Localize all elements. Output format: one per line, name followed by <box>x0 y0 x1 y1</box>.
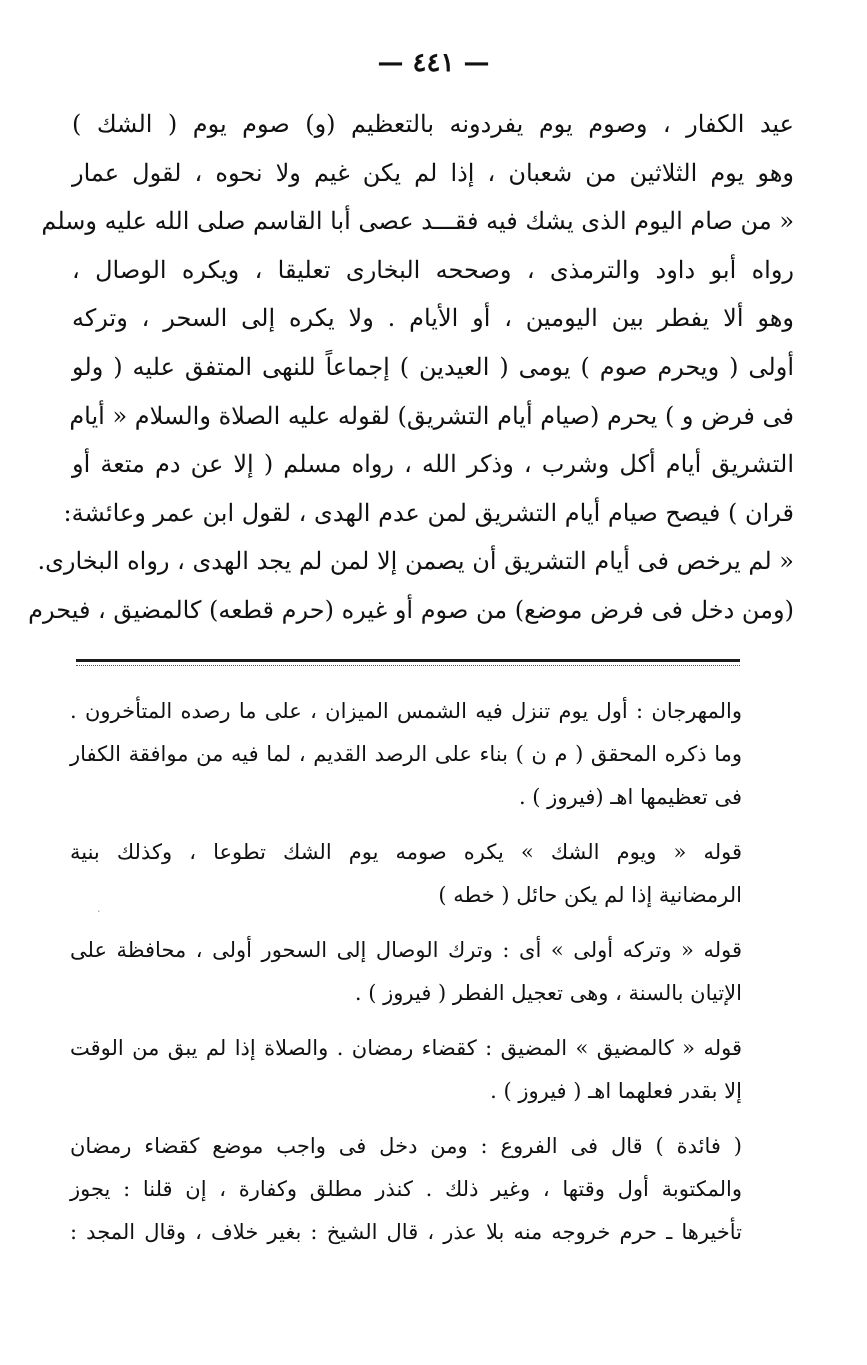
main-text-line: قران ) فيصح صيام أيام التشريق لمن عدم الهدى ، لقول ابن عمر وعائشة: <box>63 498 794 527</box>
footnote-line: ( فائدة ) قال فى الفروع : ومن دخل فى واجب موضع كقضاء رمضان <box>70 1134 742 1158</box>
footnote-line: فى تعظيمها اهـ (فيروز ) . <box>518 785 742 809</box>
footnote-line: الرمضانية إذا لم يكن حائل ( خطه ) <box>438 883 742 907</box>
main-text-block <box>28 100 795 635</box>
footnote-line: والمكتوبة أول وقتها ، وغير ذلك . كنذر مطلق وكفارة ، إن قلنا : يجوز <box>70 1177 742 1201</box>
main-text-line: « لم يرخص فى أيام التشريق أن يصمن إلا لمن لم يجد الهدى ، رواه البخارى. <box>37 547 794 576</box>
footnote-paragraph <box>70 1027 742 1113</box>
footnote-paragraph <box>70 831 742 917</box>
footnote-line: وما ذكره المحقق ( م ن ) بناء على الرصد القديم ، لما فيه من موافقة الكفار <box>70 742 742 766</box>
footnote-paragraph <box>70 690 742 819</box>
footnote-line: قوله « كالمضيق » المضيق : كقضاء رمضان . والصلاة إذا لم يبق من الوقت <box>70 1036 742 1060</box>
main-text-line: التشريق أيام أكل وشرب ، وذكر الله ، رواه مسلم ( إلا عن دم متعة أو <box>72 450 794 479</box>
footnote-line: إلا بقدر فعلهما اهـ ( فيروز ) . <box>490 1079 742 1103</box>
footnote-line: قوله « وتركه أولى » أى : وترك الوصال إلى السحور أولى ، محافظة على <box>70 938 742 962</box>
main-text-line: وهو يوم الثلاثين من شعبان ، إذا لم يكن غيم ولا نحوه ، لقول عمار <box>72 158 794 187</box>
main-text-line: أولى ( ويحرم صوم ) يومى ( العيدين ) إجماعاً للنهى المتفق عليه ( ولو <box>72 352 794 381</box>
footnotes-block <box>70 690 742 1266</box>
footnote-line: قوله « ويوم الشك » يكره صومه يوم الشك تطوعا ، وكذلك بنية <box>70 840 742 864</box>
page-number: — ٤٤١ — <box>377 48 490 78</box>
print-speck: · <box>97 905 101 918</box>
footnote-paragraph <box>70 929 742 1015</box>
footnote-line: والمهرجان : أول يوم تنزل فيه الشمس الميزان ، على ما رصده المتأخرون . <box>70 699 742 723</box>
main-text-line: (ومن دخل فى فرض موضع) من صوم أو غيره (حرم قطعه) كالمضيق ، فيحرم <box>28 595 794 624</box>
footnote-separator <box>76 659 740 662</box>
main-text-line: عيد الكفار ، وصوم يوم يفردونه بالتعظيم (و) صوم يوم ( الشك ) <box>72 110 794 138</box>
main-text-line: فى فرض و ) يحرم (صيام أيام التشريق) لقوله عليه الصلاة والسلام « أيام <box>69 401 794 430</box>
main-text-line: رواه أبو داود والترمذى ، وصححه البخارى تعليقا ، ويكره الوصال ، <box>72 255 795 284</box>
footnote-line: تأخيرها ـ حرم خروجه منه بلا عذر ، قال الشيخ : بغير خلاف ، وقال المجد : <box>70 1220 742 1244</box>
footnote-line: الإتيان بالسنة ، وهى تعجيل الفطر ( فيروز ) . <box>354 981 742 1005</box>
footnote-separator-rule <box>76 665 740 666</box>
footnote-paragraph <box>70 1125 742 1254</box>
main-text-line: وهو ألا يفطر بين اليومين ، أو الأيام . ولا يكره إلى السحر ، وتركه <box>72 304 794 333</box>
main-text-line: « من صام اليوم الذى يشك فيه فقـــد عصى أبا القاسم صلى الله عليه وسلم <box>41 207 794 236</box>
